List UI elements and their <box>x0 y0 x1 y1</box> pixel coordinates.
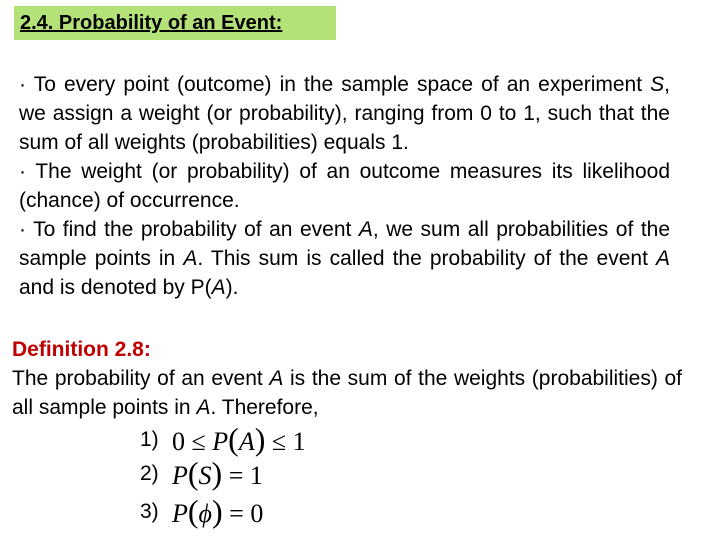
bullet-item: · The weight (or probability) of an outcome measures its likelihood (chance) of occurrence. <box>19 160 670 212</box>
formula-number: 2) <box>140 462 159 485</box>
formula-number: 1) <box>140 428 159 451</box>
formula-2: P(S) = 1 <box>172 455 263 491</box>
italic-variable: A <box>211 276 226 299</box>
formula-row-1 <box>140 422 306 458</box>
section-title: 2.4. Probability of an Event: <box>20 12 283 34</box>
italic-variable: A <box>655 247 670 270</box>
formula-1: 0 ≤ P(A) ≤ 1 <box>172 421 306 457</box>
bullet-item: · To find the probability of an event A, we sum all probabilities of the sample points in A. This sum is called the probability of the event A and is denoted by P(A). <box>19 218 671 299</box>
definition-body: The probability of an event A is the sum of the weights (probabilities) of all sample points in A. Therefore, <box>12 367 682 419</box>
definition-title: Definition 2.8: <box>12 338 151 361</box>
bullet-list <box>19 70 670 302</box>
formula-3: P(ϕ) = 0 <box>172 493 264 529</box>
bullet-item: · To every point (outcome) in the sample space of an experiment S, we assign a weight (or probability), ranging from 0 to 1, such that the sum of all weights (probabilities) equals 1. <box>19 73 670 154</box>
italic-variable: A <box>196 396 211 419</box>
italic-variable: S <box>650 73 665 96</box>
formula-number: 3) <box>140 500 159 523</box>
italic-variable: A <box>183 247 198 270</box>
italic-variable: A <box>358 218 373 241</box>
formula-row-3 <box>140 494 263 530</box>
formula-row-2 <box>140 456 263 492</box>
italic-variable: A <box>269 367 284 390</box>
